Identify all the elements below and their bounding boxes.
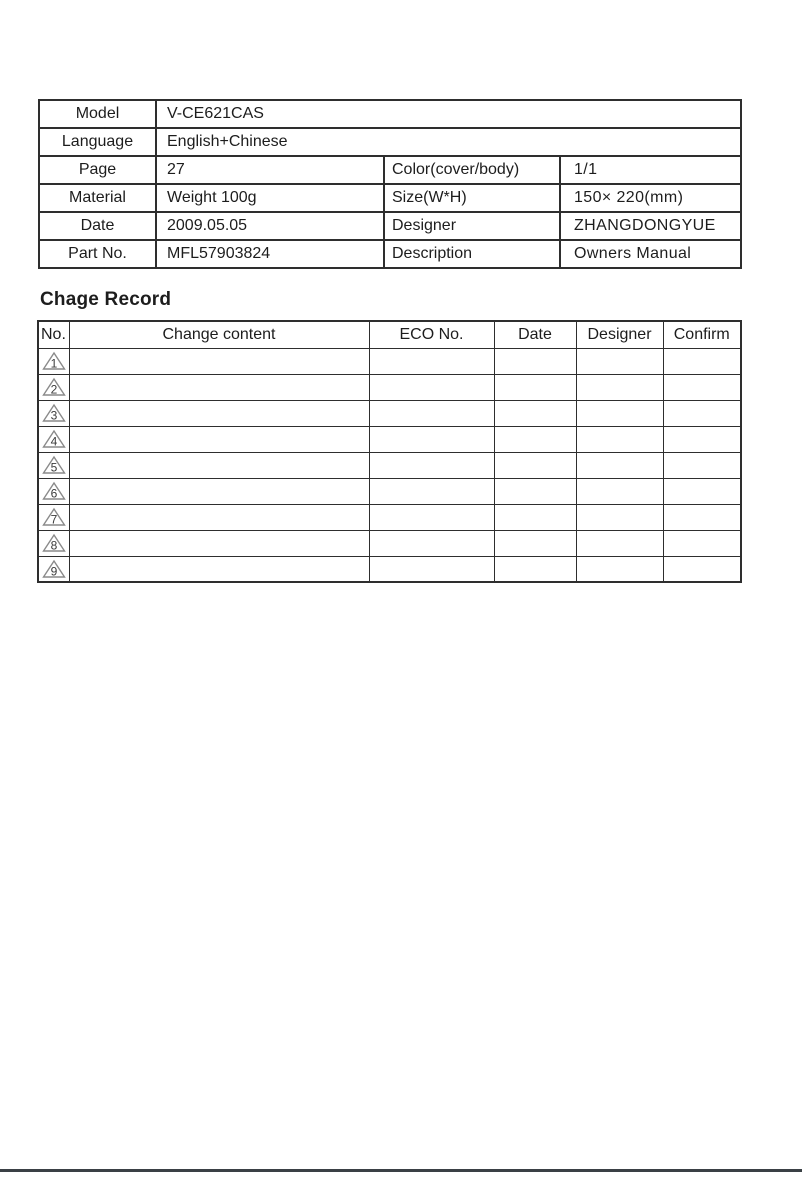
revision-triangle-icon	[42, 507, 66, 527]
spec-value-color: 1/1	[560, 156, 741, 184]
svg-text:2: 2	[50, 382, 58, 397]
empty-cell	[369, 452, 494, 478]
empty-cell	[369, 348, 494, 374]
empty-cell	[663, 504, 741, 530]
empty-cell	[576, 348, 663, 374]
empty-cell	[663, 426, 741, 452]
revision-triangle-icon	[42, 559, 66, 579]
empty-cell	[663, 400, 741, 426]
empty-cell	[369, 400, 494, 426]
spec-label-language: Language	[39, 128, 156, 156]
table-row	[38, 556, 741, 582]
empty-cell	[663, 374, 741, 400]
revision-triangle-icon	[42, 351, 66, 371]
spec-value-model: V-CE621CAS	[156, 100, 741, 128]
spec-label-partno: Part No.	[39, 240, 156, 268]
spec-label-size: Size(W*H)	[384, 184, 560, 212]
empty-cell	[663, 348, 741, 374]
empty-cell	[663, 452, 741, 478]
empty-cell	[494, 452, 576, 478]
empty-cell	[69, 556, 369, 582]
svg-text:4: 4	[50, 434, 58, 449]
empty-cell	[369, 374, 494, 400]
svg-text:3: 3	[50, 408, 58, 423]
spec-value-page: 27	[156, 156, 384, 184]
empty-cell	[369, 556, 494, 582]
spec-label-page: Page	[39, 156, 156, 184]
spec-label-designer: Designer	[384, 212, 560, 240]
table-row	[38, 400, 741, 426]
col-header-no: No.	[38, 321, 69, 348]
spec-value-size: 150× 220(mm)	[560, 184, 741, 212]
empty-cell	[69, 530, 369, 556]
table-row	[38, 478, 741, 504]
table-row	[39, 128, 741, 156]
empty-cell	[369, 530, 494, 556]
svg-text:8: 8	[50, 538, 58, 553]
empty-cell	[576, 504, 663, 530]
col-header-date: Date	[494, 321, 576, 348]
empty-cell	[494, 374, 576, 400]
page-bottom-rule	[0, 1169, 802, 1172]
col-header-eco-no: ECO No.	[369, 321, 494, 348]
table-row	[38, 374, 741, 400]
svg-text:9: 9	[50, 564, 58, 579]
empty-cell	[69, 348, 369, 374]
table-row	[38, 426, 741, 452]
revision-triangle-icon	[42, 455, 66, 475]
table-row	[39, 100, 741, 128]
empty-cell	[576, 556, 663, 582]
empty-cell	[69, 478, 369, 504]
table-row	[39, 184, 741, 212]
revision-marker-cell	[38, 530, 69, 556]
revision-marker-cell	[38, 478, 69, 504]
empty-cell	[494, 348, 576, 374]
revision-marker-cell	[38, 348, 69, 374]
svg-text:1: 1	[50, 356, 58, 371]
table-row	[39, 240, 741, 268]
spec-value-designer: ZHANGDONGYUE	[560, 212, 741, 240]
empty-cell	[576, 478, 663, 504]
empty-cell	[576, 530, 663, 556]
revision-triangle-icon	[42, 533, 66, 553]
spec-value-description: Owners Manual	[560, 240, 741, 268]
empty-cell	[69, 504, 369, 530]
revision-marker-cell	[38, 556, 69, 582]
col-header-confirm: Confirm	[663, 321, 741, 348]
empty-cell	[576, 426, 663, 452]
svg-text:6: 6	[50, 486, 58, 501]
table-row	[39, 156, 741, 184]
empty-cell	[69, 426, 369, 452]
empty-cell	[69, 452, 369, 478]
table-row	[38, 504, 741, 530]
spec-value-partno: MFL57903824	[156, 240, 384, 268]
revision-triangle-icon	[42, 481, 66, 501]
revision-marker-cell	[38, 426, 69, 452]
change-record-title: Chage Record	[40, 289, 172, 310]
empty-cell	[494, 426, 576, 452]
table-row	[39, 212, 741, 240]
spec-table	[38, 99, 742, 269]
empty-cell	[69, 400, 369, 426]
revision-triangle-icon	[42, 403, 66, 423]
empty-cell	[576, 374, 663, 400]
table-row	[38, 530, 741, 556]
table-header-row	[38, 321, 741, 348]
spec-label-model: Model	[39, 100, 156, 128]
spec-label-material: Material	[39, 184, 156, 212]
spec-value-language: English+Chinese	[156, 128, 741, 156]
svg-text:5: 5	[50, 460, 58, 475]
empty-cell	[576, 452, 663, 478]
empty-cell	[663, 530, 741, 556]
empty-cell	[663, 556, 741, 582]
empty-cell	[369, 504, 494, 530]
spec-value-date: 2009.05.05	[156, 212, 384, 240]
change-record-table	[37, 320, 742, 583]
empty-cell	[369, 478, 494, 504]
col-header-change-content: Change content	[69, 321, 369, 348]
empty-cell	[576, 400, 663, 426]
empty-cell	[494, 504, 576, 530]
empty-cell	[494, 556, 576, 582]
table-row	[38, 452, 741, 478]
revision-marker-cell	[38, 452, 69, 478]
spec-label-color: Color(cover/body)	[384, 156, 560, 184]
empty-cell	[494, 530, 576, 556]
revision-triangle-icon	[42, 377, 66, 397]
empty-cell	[663, 478, 741, 504]
revision-marker-cell	[38, 400, 69, 426]
empty-cell	[69, 374, 369, 400]
revision-triangle-icon	[42, 429, 66, 449]
table-row	[38, 348, 741, 374]
empty-cell	[494, 478, 576, 504]
revision-marker-cell	[38, 504, 69, 530]
col-header-designer: Designer	[576, 321, 663, 348]
empty-cell	[494, 400, 576, 426]
spec-label-description: Description	[384, 240, 560, 268]
svg-text:7: 7	[50, 512, 58, 527]
spec-value-material: Weight 100g	[156, 184, 384, 212]
empty-cell	[369, 426, 494, 452]
revision-marker-cell	[38, 374, 69, 400]
spec-label-date: Date	[39, 212, 156, 240]
